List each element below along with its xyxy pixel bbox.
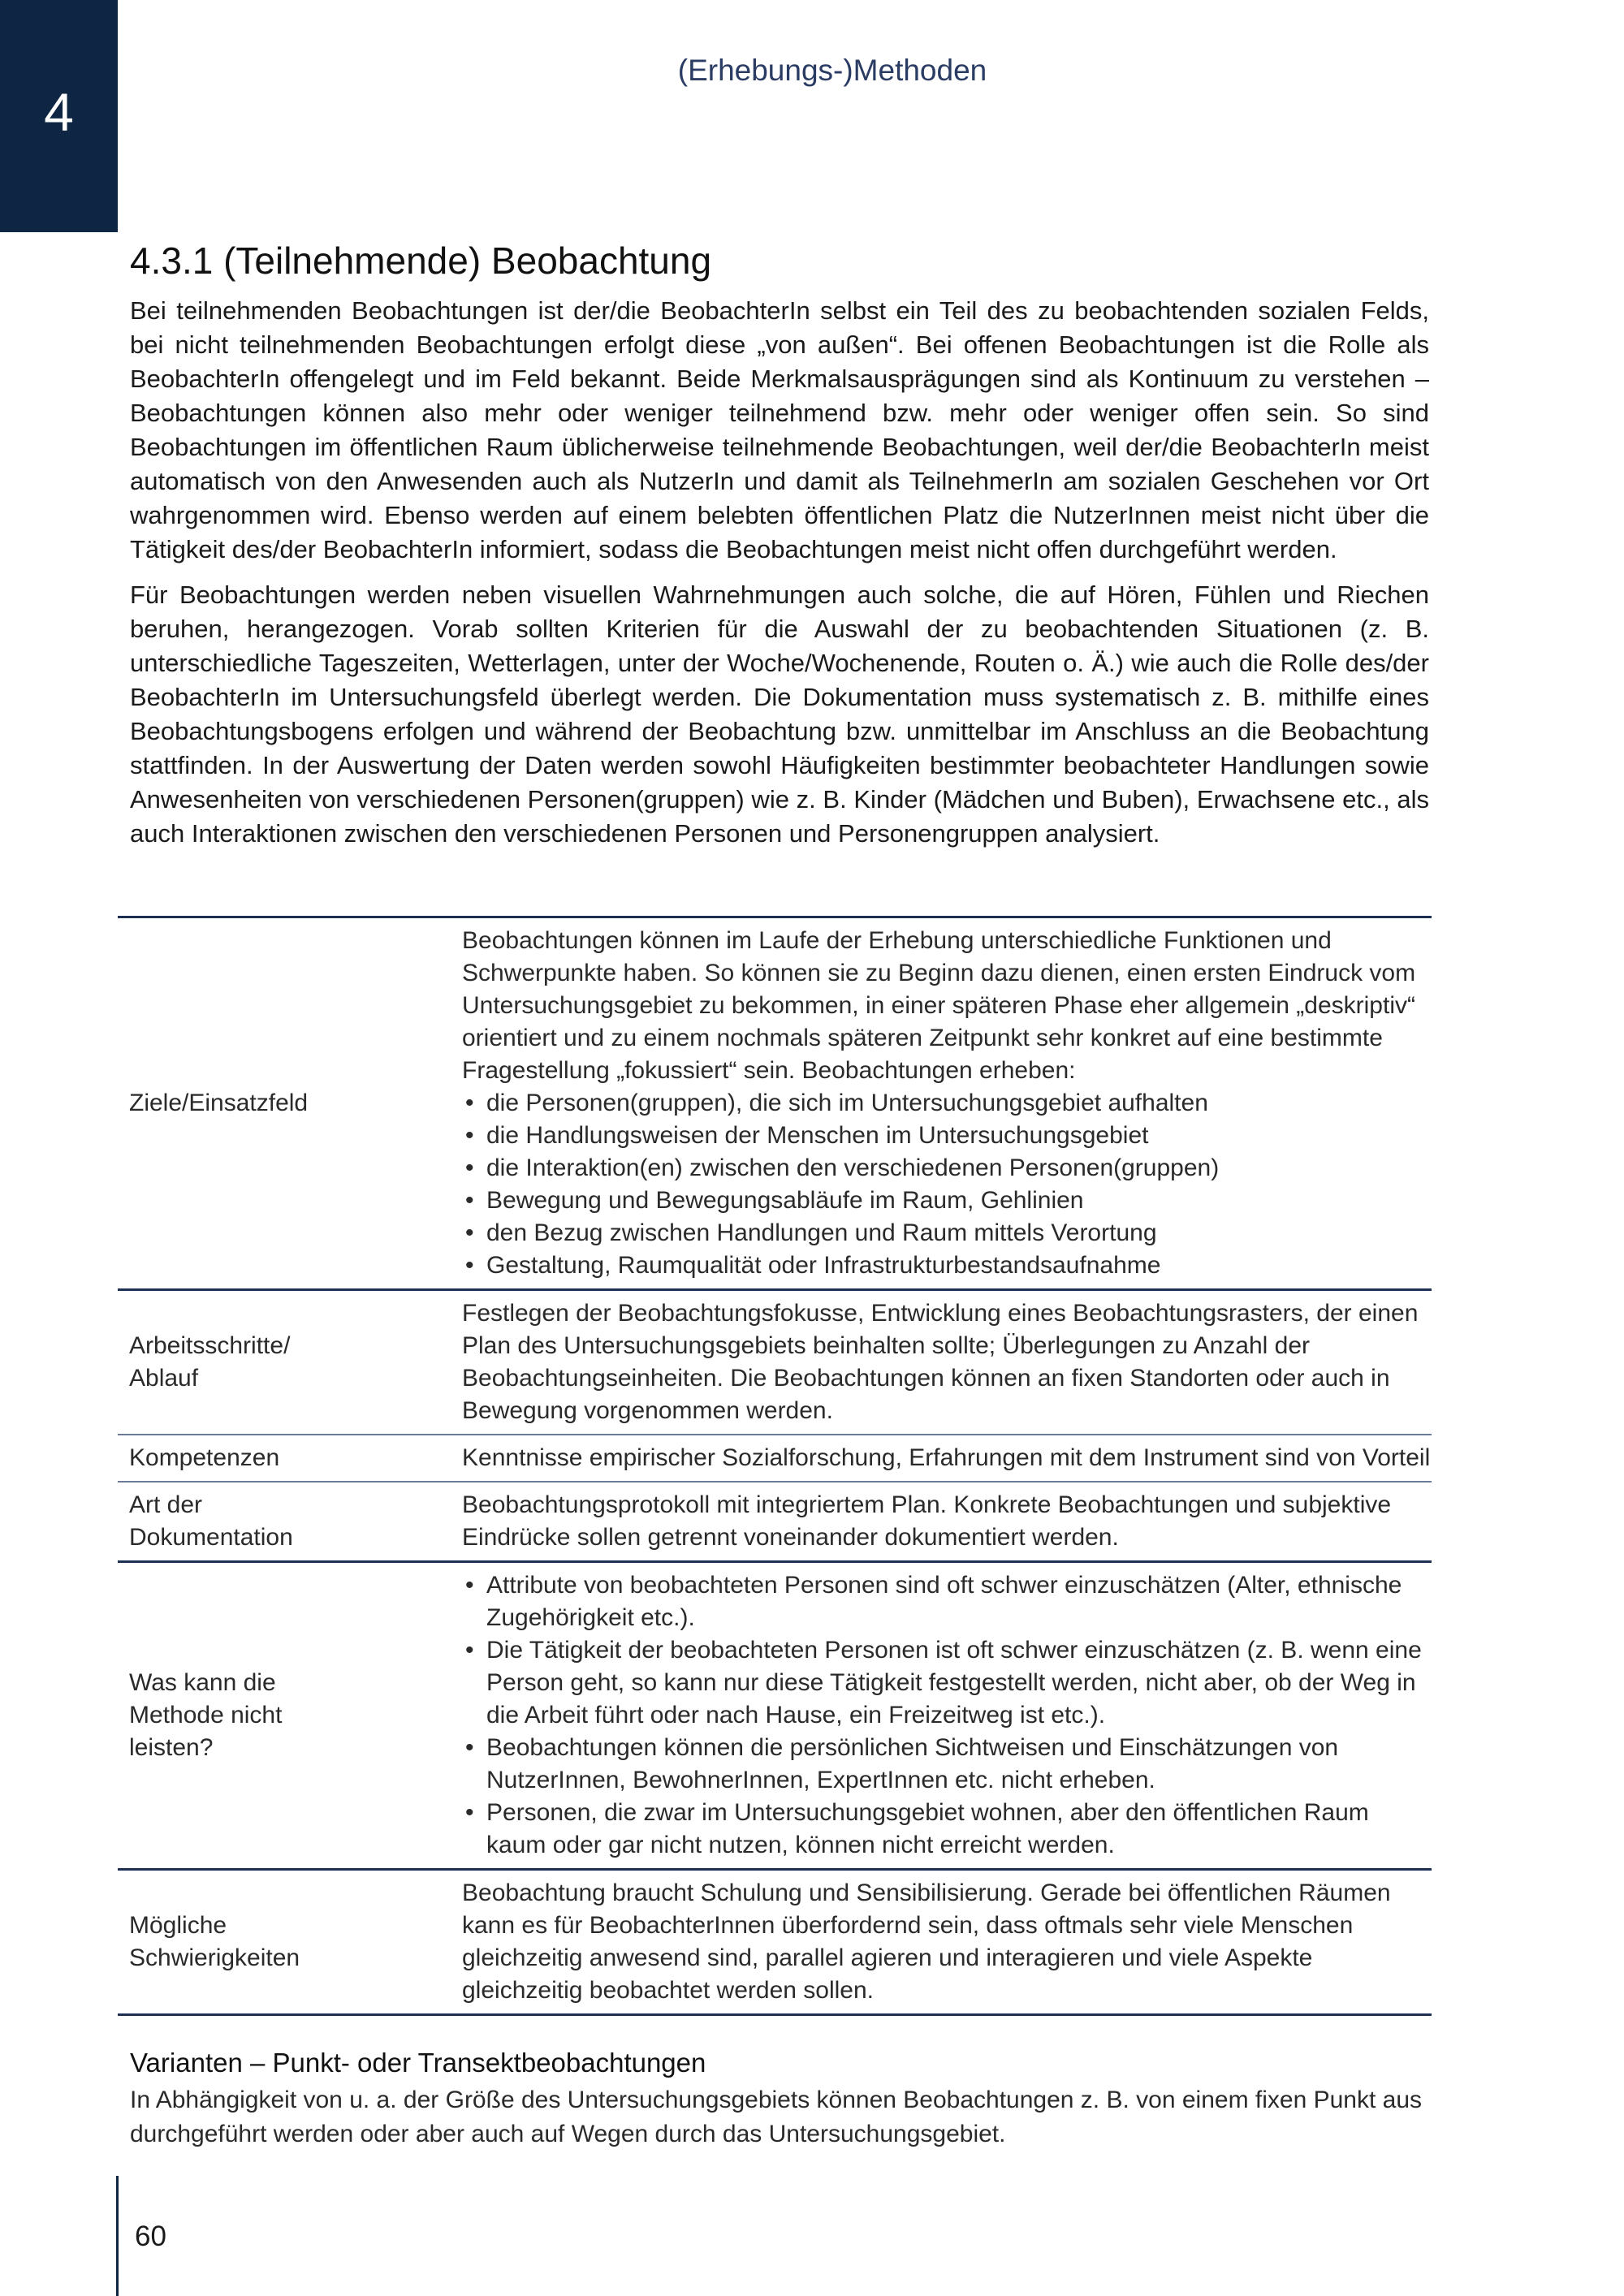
label-line: Dokumentation [129,1524,293,1551]
table-row-kompetenzen [118,1435,1432,1482]
row-description: Festlegen der Beobachtungsfokusse, Entwicklung eines Beobachtungsrasters, der einen Plan des Untersuchungsgebiets beinhalten sollte; Überlegungen zu Anzahl der Beobachtungseinheiten. Die Beobachtungen können an fixen Standorten oder auch in Bewegung vorgenommen werden. [462,1300,1419,1424]
variants-box [130,2048,1429,2151]
label-line: Was kann die [129,1669,276,1696]
row-label [118,1290,462,1435]
grenzen-bullet-list [462,1569,1432,1862]
label-line: Mögliche [129,1912,227,1939]
list-item: • Gestaltung, Raumqualität oder Infrastrukturbestandsaufnahme [462,1249,1432,1282]
running-title: (Erhebungs-)Methoden [677,54,987,87]
row-description: Beobachtung braucht Schulung und Sensibilisierung. Gerade bei öffentlichen Räumen kann es für BeobachterInnen überfordernd sein, dass oftmals sehr viele Menschen gleichzeitig anwesend sind, parallel agieren und interagieren und viele Aspekte gleichzeitig beobachtet werden sollen. [462,1880,1391,2004]
table-row-grenzen [118,1562,1432,1870]
row-label: Kompetenzen [129,1444,280,1471]
page-number: 60 [135,2220,166,2252]
row-label [118,1482,462,1562]
method-overview-table [118,916,1432,2016]
list-item: • Die Tätigkeit der beobachteten Personen ist oft schwer einzuschätzen (z. B. wenn eine Person geht, so kann nur diese Tätigkeit festgestellt werden, nicht aber, ob der Weg in die Arbeit führt oder nach Hause, ein Freizeitweg ist etc.). [462,1634,1432,1732]
chapter-number: 4 [44,82,74,142]
label-line: Methode nicht [129,1702,283,1728]
section-title: 4.3.1 (Teilnehmende) Beobachtung [130,240,712,282]
list-item: • Beobachtungen können die persönlichen Sichtweisen und Einschätzungen von NutzerInnen, BewohnerInnen, ExpertInnen etc. nicht erheben. [462,1732,1432,1797]
list-item: • Bewegung und Bewegungsabläufe im Raum, Gehlinien [462,1185,1432,1217]
row-label: Ziele/Einsatzfeld [129,1090,309,1116]
main-content [130,239,1429,862]
ziele-bullet-list [462,1087,1432,1282]
row-description [462,917,1432,1290]
row-description: Kenntnisse empirischer Sozialforschung, Erfahrungen mit dem Instrument sind von Vorteil [462,1444,1431,1471]
table-row-ziele [118,917,1432,1290]
ziele-intro: Beobachtungen können im Laufe der Erhebung unterschiedliche Funktionen und Schwerpunkte haben. So können sie zu Beginn dazu dienen, einen ersten Eindruck vom Untersuchungsgebiet zu bekommen, in einer späteren Phase eher allgemein „deskriptiv“ orientiert und zu einem nochmals späteren Zeitpunkt sehr konkret auf eine bestimmte Fragestellung „fokussiert“ sein. Beobachtungen erheben: [462,927,1416,1084]
list-item: • Personen, die zwar im Untersuchungsgebiet wohnen, aber den öffentlichen Raum kaum oder gar nicht nutzen, können nicht erreicht werden. [462,1797,1432,1862]
variants-heading: Varianten – Punkt- oder Transektbeobachtungen [130,2048,706,2078]
table-row-schwierigkeiten [118,1870,1432,2015]
label-line: Ablauf [129,1365,199,1392]
list-item: • die Interaktion(en) zwischen den verschiedenen Personen(gruppen) [462,1152,1432,1185]
row-description [462,1562,1432,1870]
row-label [118,1870,462,2015]
label-line: Art der [129,1491,203,1518]
label-line: Schwierigkeiten [129,1944,300,1971]
list-item: • die Personen(gruppen), die sich im Untersuchungsgebiet aufhalten [462,1087,1432,1120]
list-item: • den Bezug zwischen Handlungen und Raum mittels Verortung [462,1217,1432,1249]
chapter-tab [0,0,118,232]
body-paragraph: Für Beobachtungen werden neben visuellen Wahrnehmungen auch solche, die auf Hören, Fühlen und Riechen beruhen, herangezogen. Vorab sollten Kriterien für die Auswahl der zu beobachtenden Situationen (z. B. unterschiedliche Tageszeiten, Wetterlagen, unter der Woche/Wochenende, Routen o. Ä.) wie auch die Rolle des/der BeobachterIn im Untersuchungsfeld überlegt werden. Die Dokumentation muss systematisch z. B. mithilfe eines Beobachtungsbogens erfolgen und während der Beobachtung bzw. unmittelbar im Anschluss an die Beobachtung stattfinden. In der Auswertung der Daten werden sowohl Häufigkeiten bestimmter beobachteter Handlungen sowie Anwesenheiten von verschiedenen Personen(gruppen) wie z. B. Kinder (Mädchen und Buben), Erwachsene etc., als auch Interaktionen zwischen den verschiedenen Personen und Personengruppen analysiert. [130,580,1429,848]
row-description: Beobachtungsprotokoll mit integriertem Plan. Konkrete Beobachtungen und subjektive Eindrücke sollen getrennt voneinander dokumentiert werden. [462,1491,1392,1551]
body-paragraph: Bei teilnehmenden Beobachtungen ist der/die BeobachterIn selbst ein Teil des zu beobachtenden sozialen Felds, bei nicht teilnehmenden Beobachtungen erfolgt diese „von außen“. Bei offenen Beobachtungen ist die Rolle als BeobachterIn offengelegt und im Feld bekannt. Beide Merkmalsausprägungen sind als Kontinuum zu verstehen – Beobachtungen können also mehr oder weniger teilnehmend bzw. mehr oder weniger offen sein. So sind Beobachtungen im öffentlichen Raum üblicherweise teilnehmende Beobachtungen, weil der/die BeobachterIn meist automatisch von den Anwesenden auch als NutzerIn und damit als TeilnehmerIn am sozialen Geschehen vor Ort wahrgenommen wird. Ebenso werden auf einem belebten öffentlichen Platz die NutzerInnen meist nicht über die Tätigkeit des/der BeobachterIn informiert, sodass die Beobachtungen meist nicht offen durchgeführt werden. [130,296,1429,563]
label-line: leisten? [129,1734,214,1761]
label-line: Arbeitsschritte/ [129,1332,291,1359]
list-item: • die Handlungsweisen der Menschen im Untersuchungsgebiet [462,1120,1432,1152]
footer-rule [116,2176,119,2296]
row-label [118,1562,462,1870]
variants-text: In Abhängigkeit von u. a. der Größe des Untersuchungsgebiets können Beobachtungen z. B. von einem fixen Punkt aus durchgeführt werden oder aber auch auf Wegen durch das Untersuchungsgebiet. [130,2087,1423,2147]
list-item: • Attribute von beobachteten Personen sind oft schwer einzuschätzen (Alter, ethnische Zugehörigkeit etc.). [462,1569,1432,1634]
table-row-dokumentation [118,1482,1432,1562]
table-row-arbeitsschritte [118,1290,1432,1435]
